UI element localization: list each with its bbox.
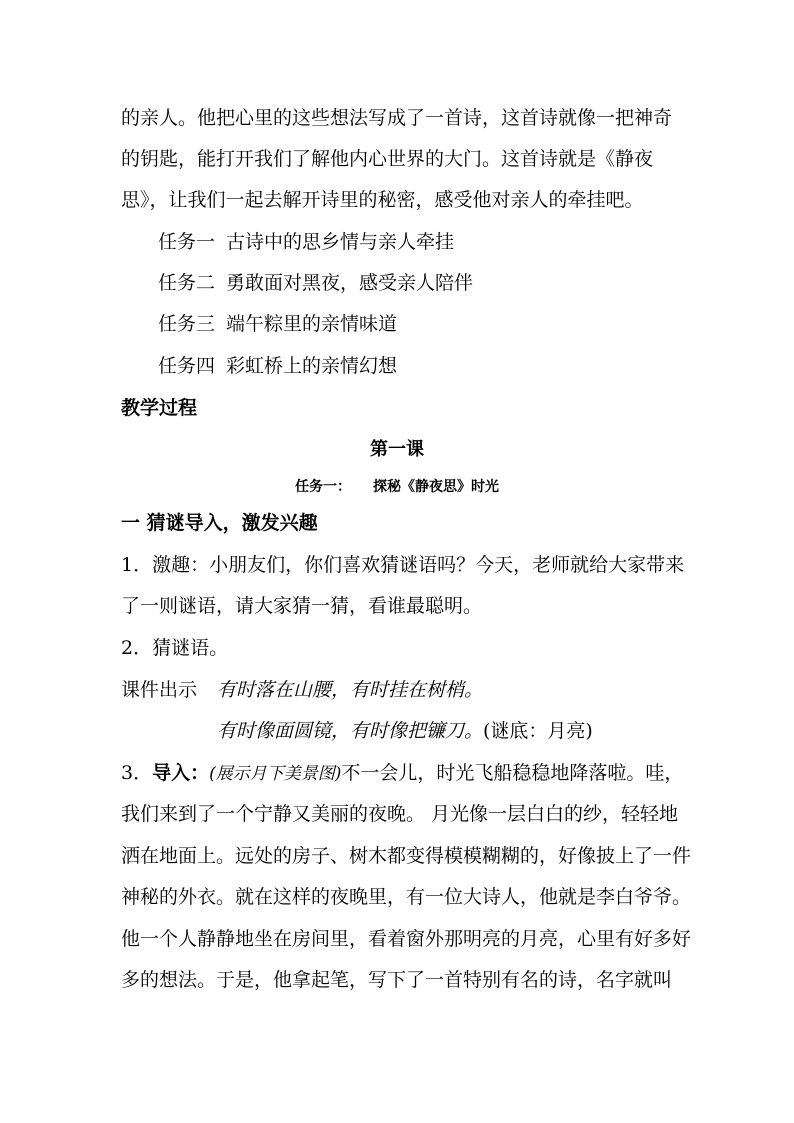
step3-line-1 [121,760,683,786]
task-name: 任务二 [158,272,216,294]
task-item-4 [158,353,397,379]
intro-line-2: 的钥匙，能打开我们了解他内心世界的大门。这首诗就是《静夜 [121,148,654,170]
task-title: 彩虹桥上的亲情幻想 [226,355,398,377]
task-name: 任务一 [158,231,216,253]
task-item-2 [158,270,473,296]
process-heading: 教学过程 [121,397,198,419]
step3-note: (展示月下美景图) [209,764,342,784]
riddle-answer: (谜底：月亮) [483,720,593,742]
task-heading-label: 任务一： [295,479,351,495]
riddle-label: 课件出示 [121,679,198,701]
task-name: 任务三 [158,313,216,335]
step3-label: 导入： [152,762,210,784]
task-item-1 [158,229,454,255]
section-one-heading: 一 猜谜导入，激发兴趣 [121,512,318,534]
step3-text: 不一会儿，时光飞船稳稳地降落啦。哇， [341,762,684,784]
task-item-3 [158,311,397,337]
riddle-line-1 [121,677,483,703]
step3-line-2: 我们来到了一个宁静又美丽的夜晚。 月光像一层白白的纱，轻轻地 [121,803,679,825]
task-title: 古诗中的思乡情与亲人牵挂 [226,231,455,253]
lesson-title: 第一课 [370,439,424,460]
step1-line-2: 了一则谜语，请大家猜一猜，看谁最聪明。 [121,595,483,617]
task-name: 任务四 [158,355,216,377]
intro-line-3: 思》，让我们一起去解开诗里的秘密，感受他对亲人的牵挂吧。 [121,189,644,211]
task-heading [0,474,794,500]
step3-number: 3． [121,762,153,784]
step3-line-6: 多的想法。于是，他拿起笔，写下了一首特别有名的诗，名字就叫 [121,969,673,991]
riddle-line-2 [217,718,593,744]
step2-line: 2．猜谜语。 [121,637,229,659]
task-heading-title: 探秘《静夜思》时光 [373,479,499,495]
step3-line-4: 神秘的外衣。就在这样的夜晚里，有一位大诗人，他就是李白爷爷。 [121,886,692,908]
riddle-text-2: 有时像面圆镜，有时像把镰刀。 [217,720,484,742]
intro-line-1: 的亲人。他把心里的这些想法写成了一首诗，这首诗就像一把神奇 [121,107,673,129]
step3-line-5: 他一个人静静地坐在房间里，看着窗外那明亮的月亮，心里有好多好 [121,928,692,950]
step3-line-3: 洒在地面上。远处的房子、树木都变得模模糊糊的，好像披上了一件 [121,845,692,867]
task-title: 端午粽里的亲情味道 [226,313,398,335]
task-title: 勇敢面对黑夜，感受亲人陪伴 [226,272,474,294]
riddle-text-1: 有时落在山腰，有时挂在树梢。 [217,679,484,701]
step1-line-1: 1．激趣：小朋友们，你们喜欢猜谜语吗？今天，老师就给大家带来 [121,554,685,576]
